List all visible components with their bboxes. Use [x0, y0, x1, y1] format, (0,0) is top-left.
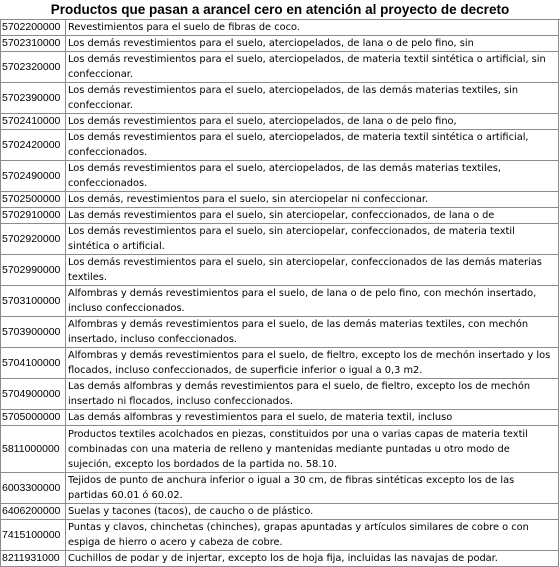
tariff-code: 5702390000	[1, 83, 66, 114]
tariff-code: 5702200000	[1, 20, 66, 36]
table-row	[1, 379, 559, 410]
table-title: Productos que pasan a arancel cero en atención al proyecto de decreto	[0, 0, 560, 20]
product-description: Alfombras y demás revestimientos para el suelo, de lana o de pelo fino, con mechón insertado, incluso confeccionados.	[66, 286, 559, 317]
tariff-code: 5704900000	[1, 379, 66, 410]
product-description: Los demás revestimientos para el suelo, aterciopelados, de las demás materias textiles, confeccionados.	[66, 161, 559, 192]
table-row	[1, 224, 559, 255]
table-row	[1, 520, 559, 551]
table-row	[1, 83, 559, 114]
tariff-code: 5702310000	[1, 36, 66, 52]
table-row	[1, 192, 559, 208]
product-description: Puntas y clavos, chinchetas (chinches), grapas apuntadas y artículos similares de cobre o con espiga de hierro o acero y cabeza de cobre.	[66, 520, 559, 551]
product-description: Los demás revestimientos para el suelo, aterciopelados, de las demás materias textiles, sin confeccionar.	[66, 83, 559, 114]
tariff-code: 6003300000	[1, 473, 66, 504]
table-row	[1, 255, 559, 286]
table-row	[1, 504, 559, 520]
product-description: Los demás revestimientos para el suelo, aterciopelados, de materia textil sintética o artificial, sin confeccionar.	[66, 52, 559, 83]
tariff-code: 5702420000	[1, 130, 66, 161]
table-row	[1, 114, 559, 130]
tariff-code: 5702920000	[1, 224, 66, 255]
tariff-code: 5702320000	[1, 52, 66, 83]
tariff-code: 5702910000	[1, 208, 66, 224]
product-description: Los demás revestimientos para el suelo, aterciopelados, de materia textil sintética o artificial, confeccionados.	[66, 130, 559, 161]
table-row	[1, 286, 559, 317]
product-description: Los demás revestimientos para el suelo, aterciopelados, de lana o de pelo fino,	[66, 114, 559, 130]
tariff-code: 5704100000	[1, 348, 66, 379]
tariff-code: 8211931000	[1, 551, 66, 567]
product-description: Revestimientos para el suelo de fibras de coco.	[66, 20, 559, 36]
product-description: Las demás revestimientos para el suelo, sin aterciopelar, confeccionados, de lana o de	[66, 208, 559, 224]
table-row	[1, 52, 559, 83]
table-row	[1, 130, 559, 161]
tariff-code: 5811000000	[1, 426, 66, 473]
product-description: Alfombras y demás revestimientos para el suelo, de fieltro, excepto los de mechón insertado y los flocados, incluso confeccionados, de superficie inferior o igual a 0,3 m2.	[66, 348, 559, 379]
product-description: Las demás alfombras y demás revestimientos para el suelo, de fieltro, excepto los de mechón insertado ni flocados, incluso confeccionados.	[66, 379, 559, 410]
table-row	[1, 20, 559, 36]
product-description: Los demás revestimientos para el suelo, sin aterciopelar, confeccionados, de materia textil sintética o artificial.	[66, 224, 559, 255]
product-description: Alfombras y demás revestimientos para el suelo, de las demás materias textiles, con mechón insertado, incluso confeccionados.	[66, 317, 559, 348]
tariff-code: 5703900000	[1, 317, 66, 348]
product-description: Cuchillos de podar y de injertar, excepto los de hoja fija, incluidas las navajas de podar.	[66, 551, 559, 567]
table-row	[1, 348, 559, 379]
product-description: Los demás revestimientos para el suelo, sin aterciopelar, confeccionados de las demás materias textiles.	[66, 255, 559, 286]
table-row	[1, 208, 559, 224]
tariff-code: 7415100000	[1, 520, 66, 551]
product-description: Los demás, revestimientos para el suelo, sin aterciopelar ni confeccionar.	[66, 192, 559, 208]
table-row	[1, 410, 559, 426]
product-description: Los demás revestimientos para el suelo, aterciopelados, de lana o de pelo fino, sin	[66, 36, 559, 52]
table-row	[1, 161, 559, 192]
tariff-code: 5702500000	[1, 192, 66, 208]
tariff-code: 5703100000	[1, 286, 66, 317]
table-row	[1, 36, 559, 52]
product-description: Tejidos de punto de anchura inferior o igual a 30 cm, de fibras sintéticas excepto los de las partidas 60.01 ó 60.02.	[66, 473, 559, 504]
product-description: Productos textiles acolchados en piezas, constituidos por una o varias capas de materia textil combinadas con una materia de relleno y mantenidas mediante puntadas u otro modo de sujeción, excepto los bordados de la partida no. 58.10.	[66, 426, 559, 473]
tariff-code: 5702490000	[1, 161, 66, 192]
table-row	[1, 473, 559, 504]
tariff-code: 5702990000	[1, 255, 66, 286]
tariff-code: 5702410000	[1, 114, 66, 130]
product-description: Suelas y tacones (tacos), de caucho o de plástico.	[66, 504, 559, 520]
products-table-body	[1, 20, 559, 567]
tariff-code: 6406200000	[1, 504, 66, 520]
products-table	[0, 19, 559, 567]
product-description: Las demás alfombras y revestimientos para el suelo, de materia textil, incluso	[66, 410, 559, 426]
table-row	[1, 317, 559, 348]
tariff-code: 5705000000	[1, 410, 66, 426]
table-row	[1, 426, 559, 473]
